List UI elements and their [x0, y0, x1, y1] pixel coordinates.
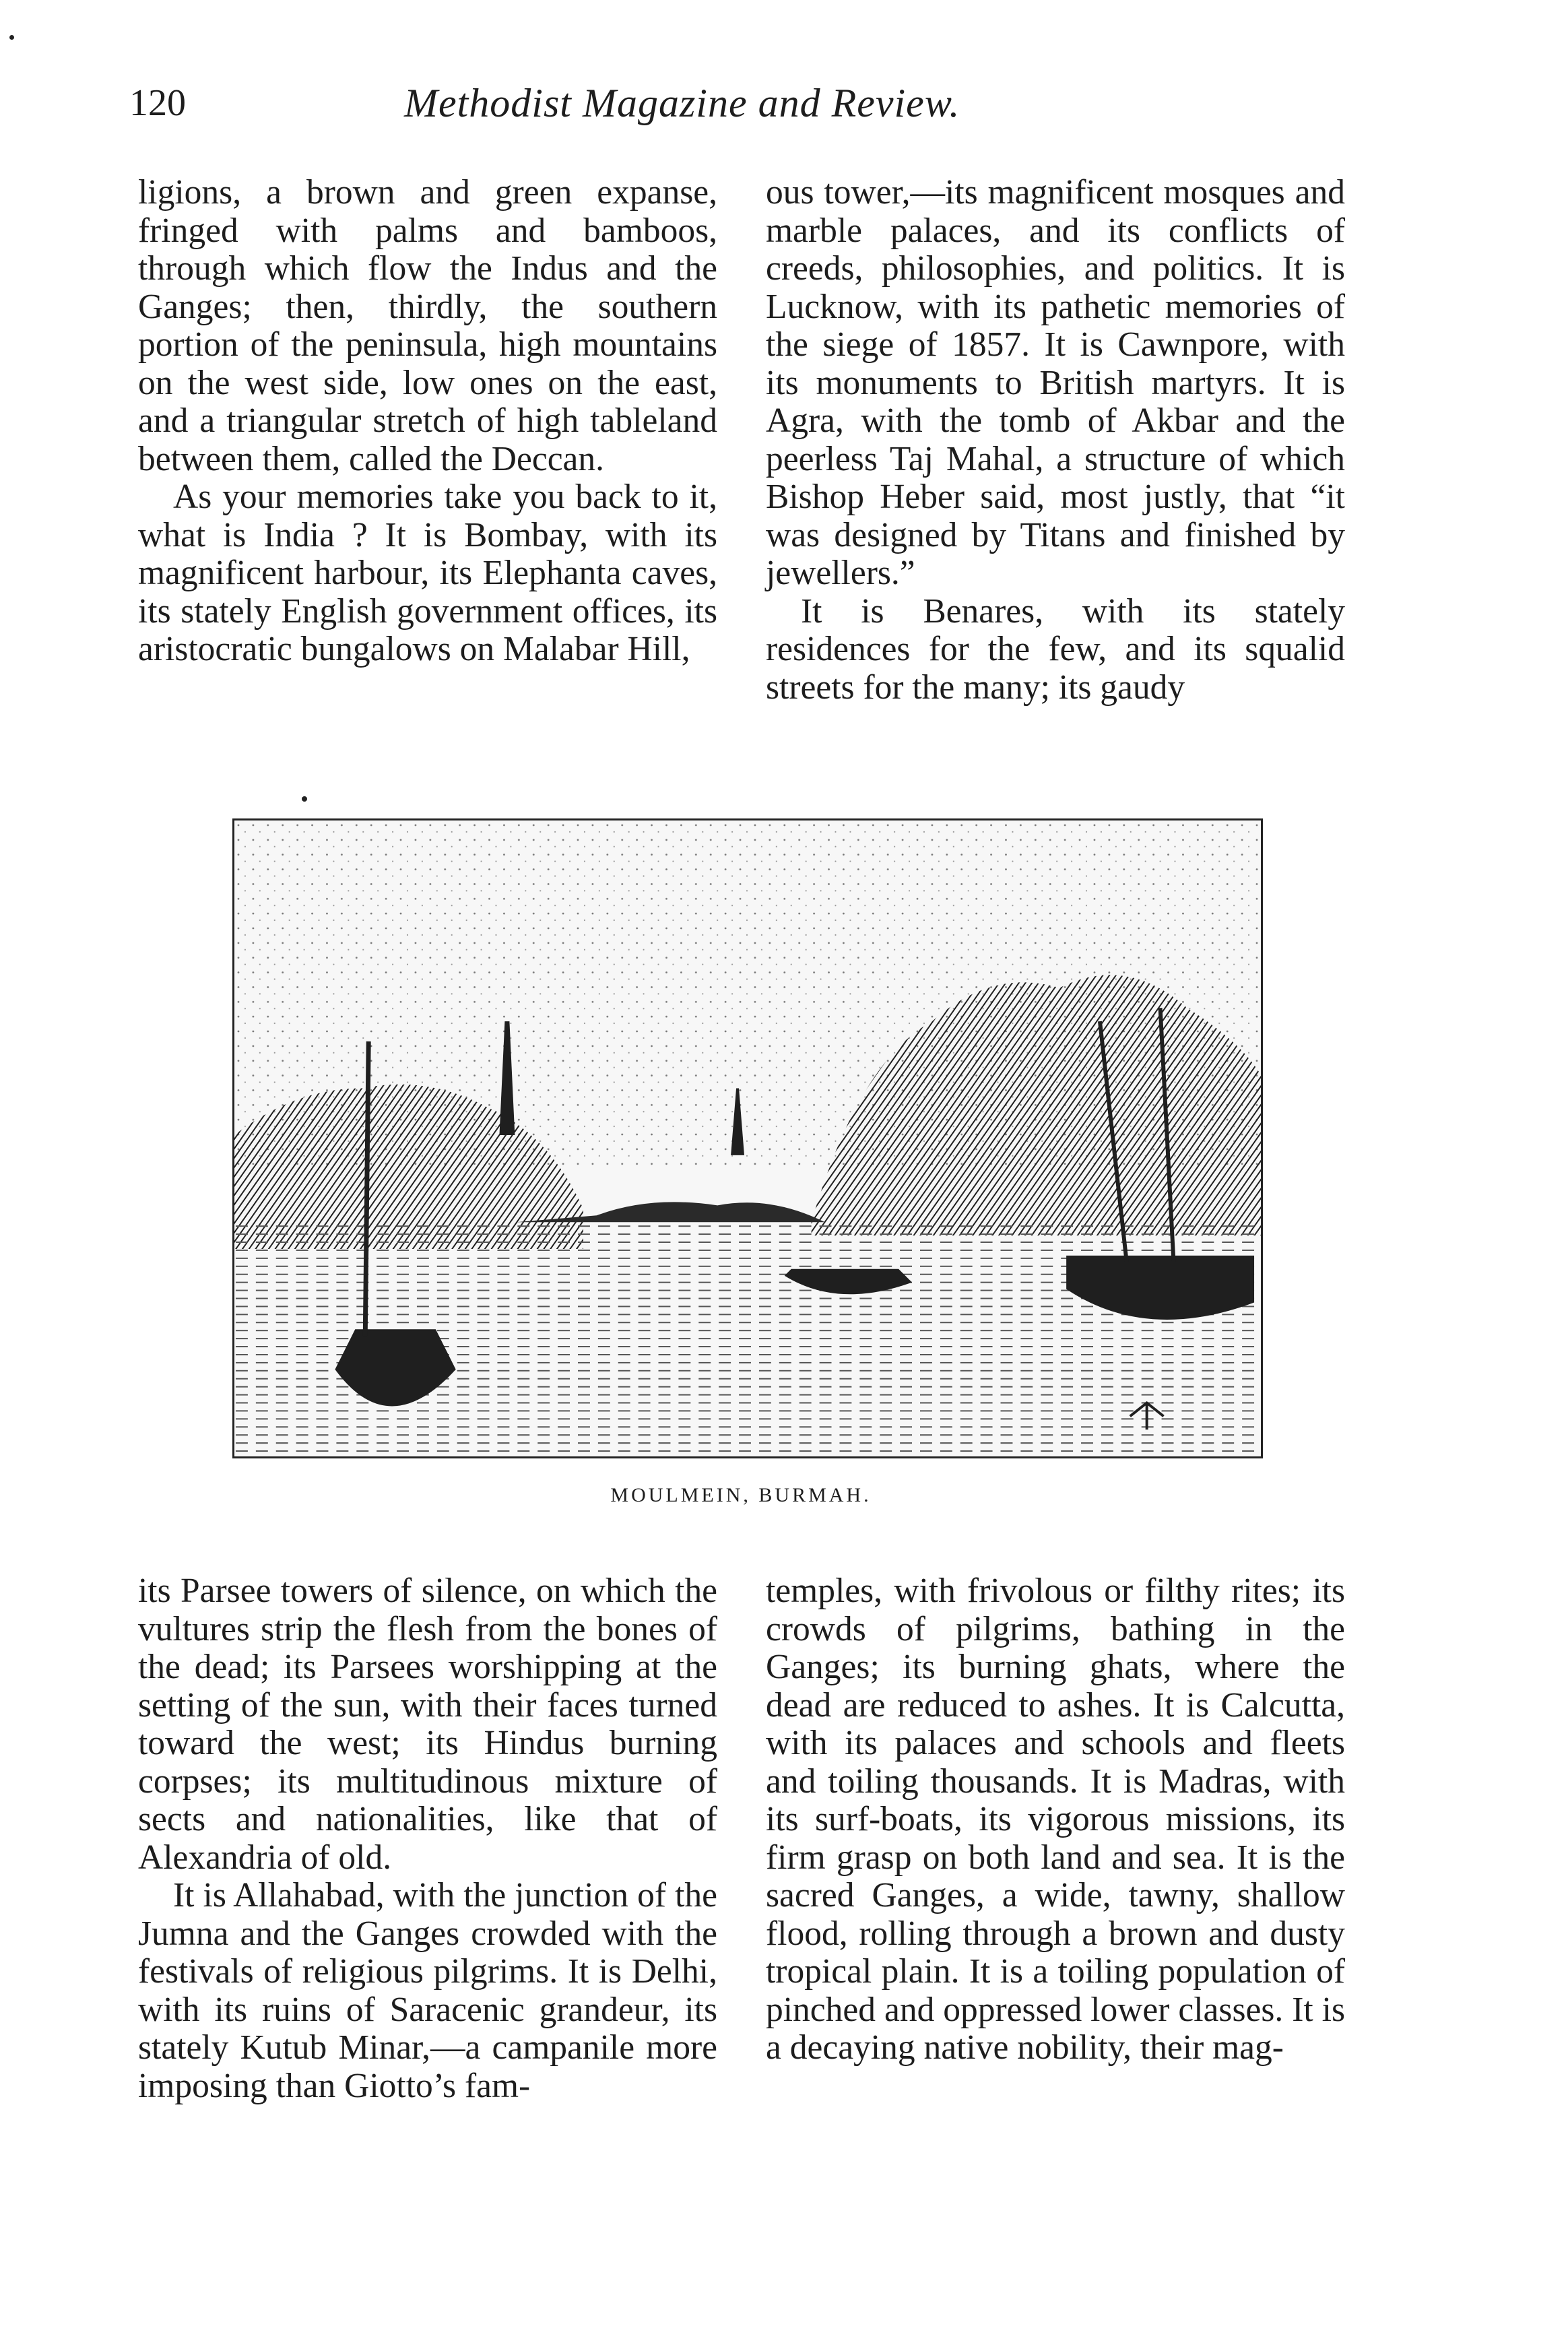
paragraph: temples, with frivolous or filthy rites; its crowds of pilgrims, bathing in the Ganges; its burning ghats, where the dead are reduced to ashes. It is Calcutta, with its palaces and schools and fleets and toiling thousands. It is Madras, with its surf-boats, its vigorous missions, its firm grasp on both land and sea. It is the sacred Ganges, a wide, tawny, shallow flood, rolling through a brown and dusty tropical plain. It is a toiling population of pinched and oppressed lower classes. It is a decaying native nobility, their mag- — [766, 1572, 1345, 2067]
page-number: 120 — [129, 82, 186, 124]
illustration-caption: MOULMEIN, BURMAH. — [610, 1484, 872, 1506]
stray-ink-mark — [9, 35, 14, 40]
paragraph: ligions, a brown and green expanse, fringed with palms and bamboos, through which flow the Indus and the Ganges; then, thirdly, the southern portion of the peninsula, high mountains on the west side, low ones on the east, and a triangular stretch of high tableland between them, called the Deccan. — [138, 173, 717, 478]
text-column-bottom-right — [766, 1572, 1345, 2067]
boat-mast — [365, 1041, 368, 1336]
paragraph: ous tower,—its magnificent mosques and marble palaces, and its conflicts of creeds, philosophies, and politics. It is Lucknow, with its pathetic memories of the siege of 1857. It is Cawnpore, with its monuments to British martyrs. It is Agra, with the tomb of Akbar and the peerless Taj Mahal, a structure of which Bishop Heber said, most justly, that “it was designed by Titans and finished by jewellers.” — [766, 173, 1345, 592]
engraving-moulmein-harbour — [232, 818, 1263, 1458]
text-column-top-right — [766, 174, 1345, 707]
paragraph: its Parsee towers of silence, on which the vultures strip the flesh from the bones of the dead; its Parsees worshipping at the setting of the sun, with their faces turned toward the west; its Hindus burning corpses; its multitudinous mixture of sects and nationalities, like that of Alexandria of old. — [138, 1572, 717, 1877]
stray-ink-mark — [302, 796, 307, 802]
harbour-engraving — [234, 820, 1261, 1456]
paragraph: It is Allahabad, with the junction of the Jumna and the Ganges crowded with the festivals of religious pilgrims. It is Delhi, with its ruins of Saracenic grandeur, its stately Kutub Minar,—a campanile more imposing than Giotto’s fam- — [138, 1876, 717, 2105]
text-column-bottom-left — [138, 1572, 717, 2105]
text-column-top-left — [138, 174, 717, 669]
paragraph: As your memories take you back to it, what is India ? It is Bombay, with its magnificent harbour, its Elephanta caves, its stately English government offices, its aristocratic bungalows on Malabar Hill, — [138, 478, 717, 668]
paragraph: It is Benares, with its stately residences for the few, and its squalid streets for the many; its gaudy — [766, 591, 1345, 707]
running-head: Methodist Magazine and Review. — [404, 81, 960, 125]
